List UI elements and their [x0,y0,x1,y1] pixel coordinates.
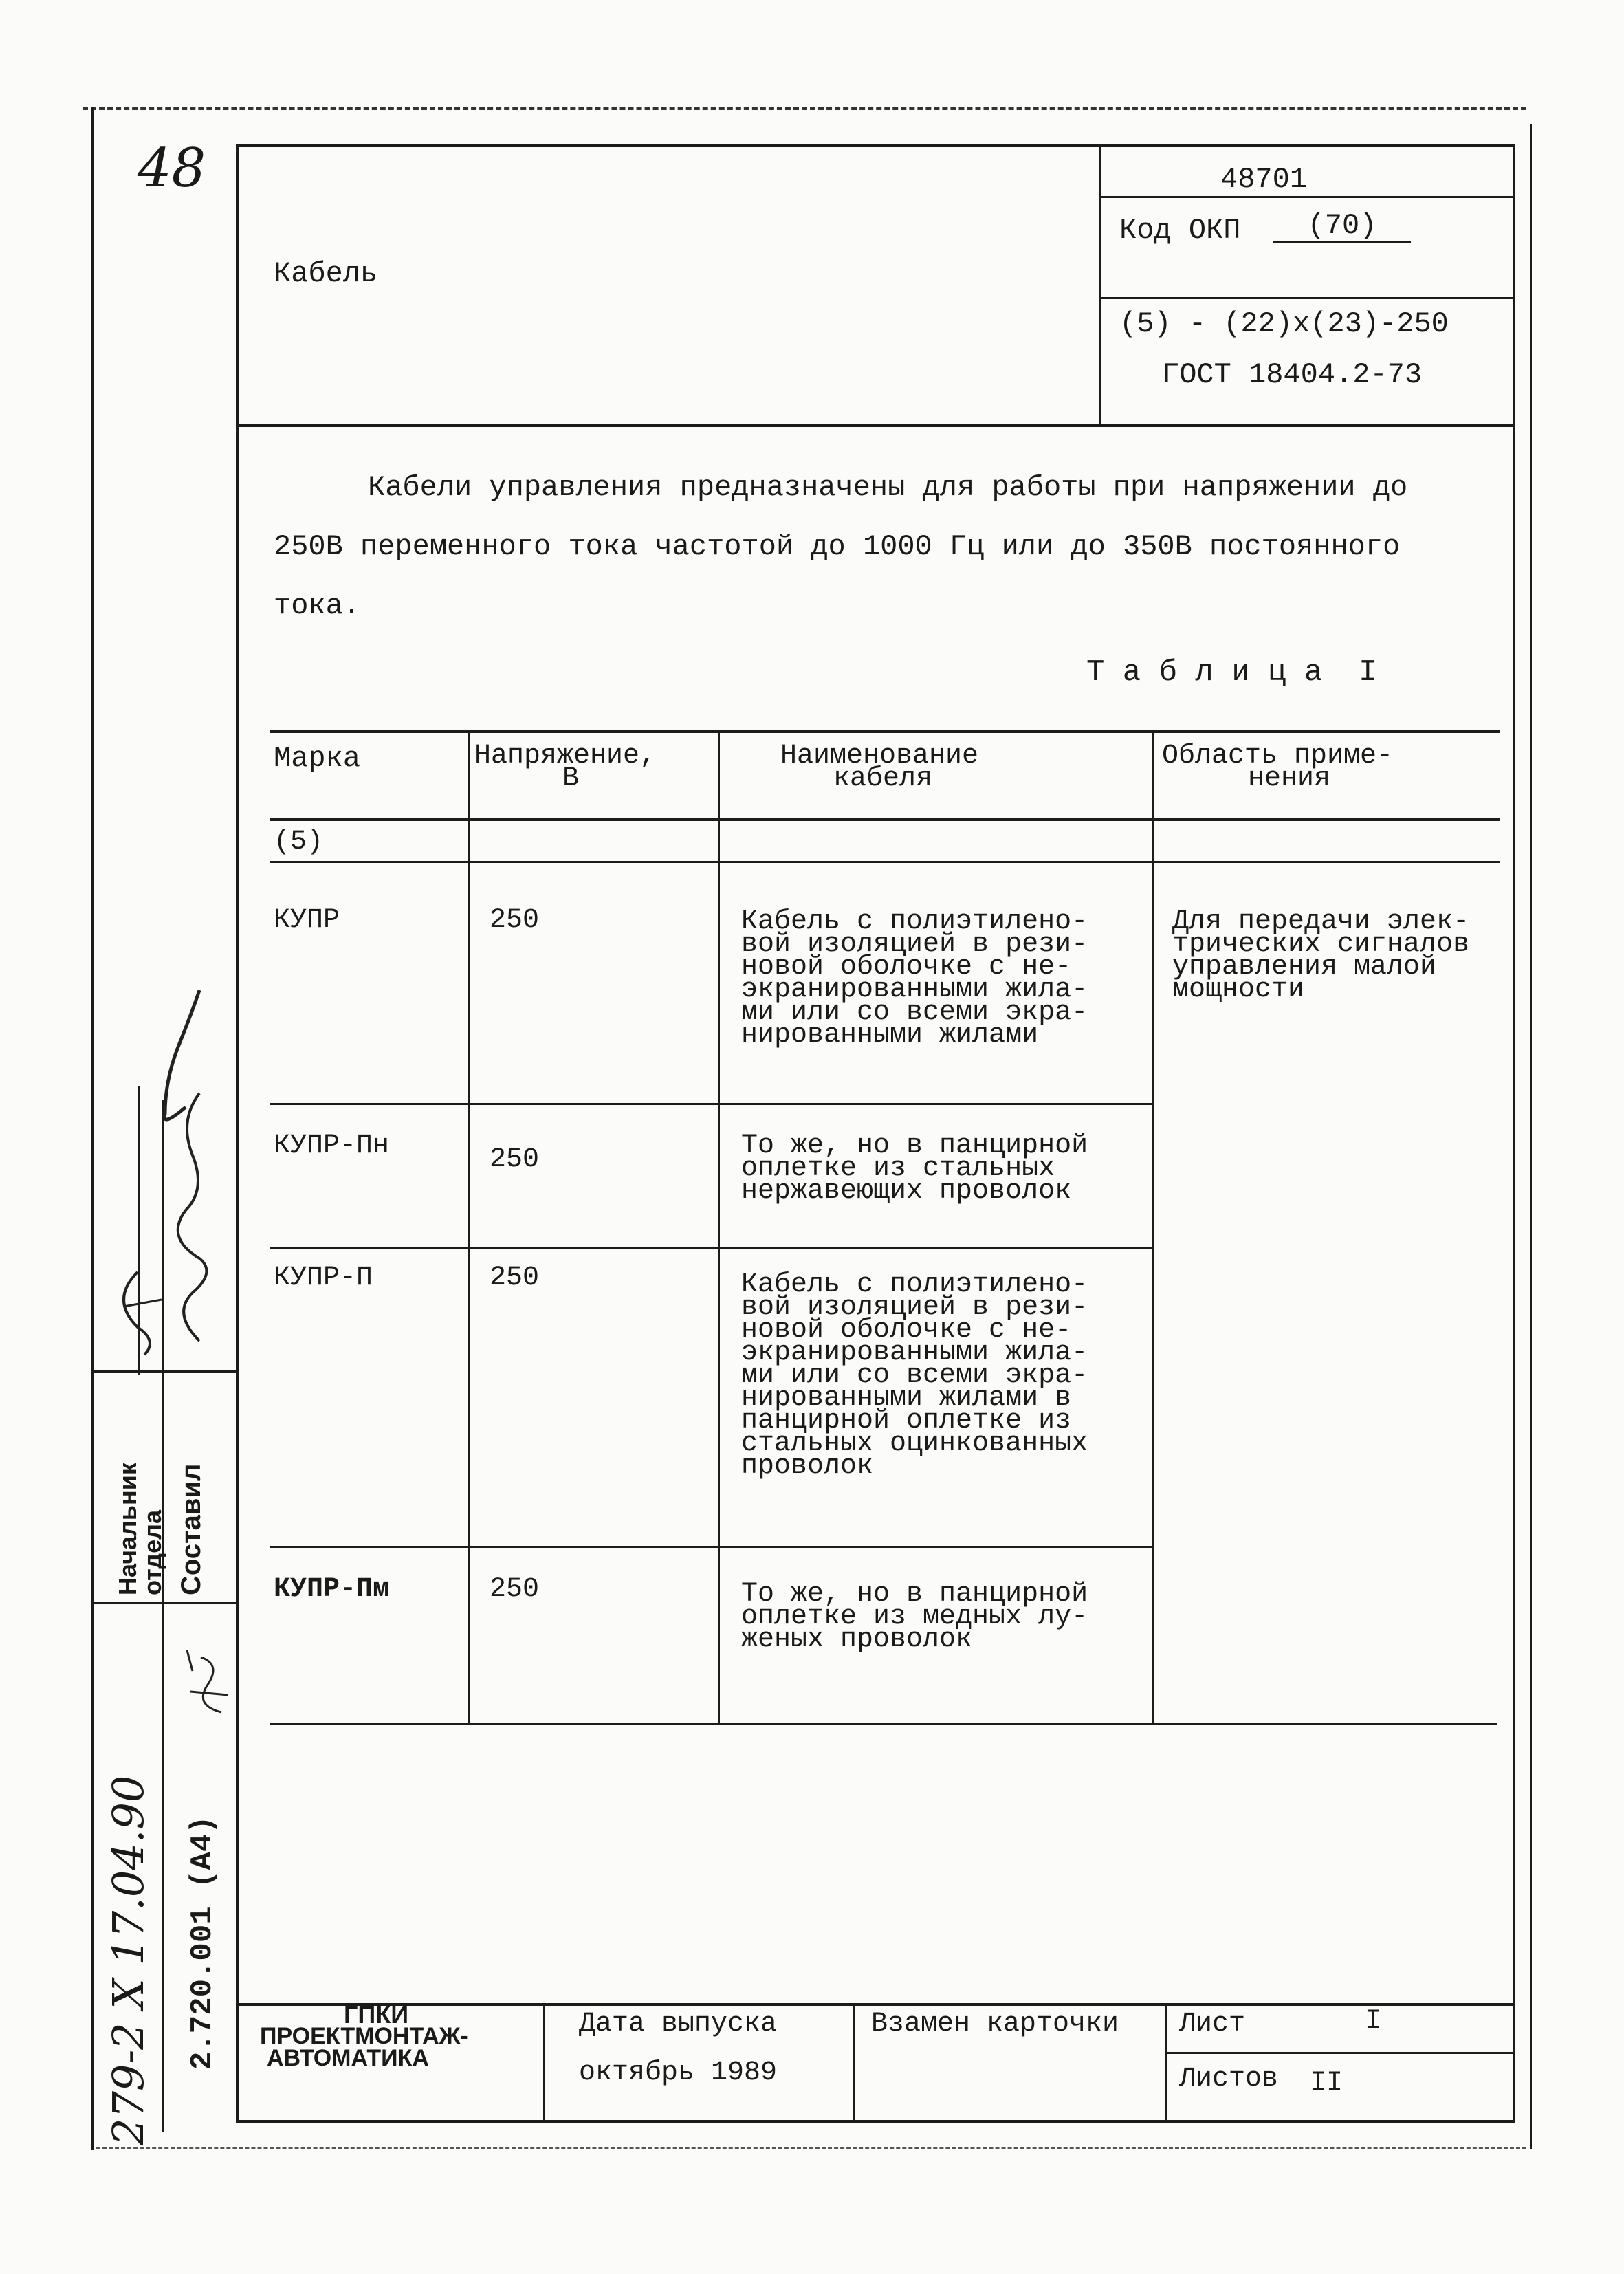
area-text [1172,906,1470,1005]
header-top-line [236,144,1515,147]
bottom-border [96,2147,1526,2149]
standard: ГОСТ 18404.2-73 [1162,358,1423,391]
row-1-name-line: нированными жилами [741,1020,1039,1051]
area-line: мощности [1172,974,1305,1005]
footer-bottom-line [236,2120,1515,2123]
table-top-line [270,730,1500,733]
row-1-voltage: 250 [490,905,540,936]
intro-line-2: 250В переменного тока частотой до 1000 Гц или до 350В постоянного [274,530,1401,563]
row-2-name-line: нержавеющих проволок [741,1176,1072,1207]
okp-label: Код ОКП [1119,214,1241,247]
header-name-1: Наименование [780,741,979,772]
signature-drawing [96,983,241,1368]
row-1-name [741,906,1088,1051]
sheet-label: Лист [1179,2009,1246,2040]
intro-line-3: тока. [274,589,361,622]
table-col-line-3 [1152,730,1154,1724]
small-signature-drawing [180,1643,235,1726]
area-line: трических сигналов [1172,929,1470,960]
table-col-line-2 [718,730,720,1724]
row-2-name-line: оплетке из стальных [741,1153,1055,1184]
row-1-name-line: экранированными жила- [741,974,1088,1005]
handwritten-page-number: 48 [138,138,206,199]
author-label: Составил [176,1463,206,1595]
row-line-3 [270,1546,1153,1548]
row-4-name-line: оплетке из медных лу- [741,1601,1088,1632]
row-3-name-line: вой изоляцией в рези- [741,1292,1088,1323]
row-1-name-line: вой изоляцией в рези- [741,929,1088,960]
footer-top-line [236,2003,1515,2006]
row-3-name [741,1269,1088,1482]
row-2-name-line: То же, но в панцирной [741,1130,1088,1161]
table-header-line [270,818,1500,821]
header-divider [1099,144,1101,426]
row-1-name-line: Кабель с полиэтилено- [741,906,1088,937]
row-3-name-line: ми или со всеми экра- [741,1360,1088,1391]
replaces-label: Взамен карточки [871,2009,1119,2040]
margin-line-h1 [94,1370,238,1373]
table-bottom-line [270,1723,1497,1725]
footer-col-3 [1165,2003,1167,2121]
org-line-3: АВТОМАТИКА [267,2045,429,2071]
row-3-mark: КУПР-П [274,1262,373,1293]
row-3-name-line: экранированными жила- [741,1337,1088,1368]
row-1-name-line: ми или со всеми экра- [741,997,1088,1028]
header-area-2: нения [1248,763,1331,794]
row-1-mark: КУПР [274,905,340,936]
org-line-2: ПРОЕКТМОНТАЖ- [260,2023,468,2049]
table-group-line [270,861,1500,863]
area-line: Для передачи элек- [1172,906,1470,937]
org-line-1: ГПКИ [344,2000,409,2029]
row-2-voltage: 250 [490,1144,540,1175]
row-3-name-line: Кабель с полиэтилено- [741,1269,1088,1300]
margin-line-h2 [94,1602,238,1604]
code-number: 48701 [1220,163,1308,196]
footer-col-1 [543,2003,545,2121]
header-mark: Марка [274,742,361,775]
header-code-line [1100,196,1514,198]
main-right-line [1513,144,1515,2122]
right-border [1530,124,1532,2149]
release-date-label: Дата выпуска [579,2009,778,2040]
row-4-name [741,1579,1088,1655]
row-2-name [741,1130,1088,1207]
row-4-name-line: женых проволок [741,1624,973,1655]
doc-code: 2.720.001 (А4) [186,1815,220,2070]
row-line-2 [270,1247,1153,1249]
product-title: Кабель [274,257,378,290]
header-voltage-2: В [562,763,580,794]
row-4-voltage: 250 [490,1574,540,1605]
handwritten-code: 279-2 Х 17.04.90 [103,1775,153,2145]
head-of-dept-label [113,1463,166,1595]
group-row: (5) [274,827,324,857]
row-2-mark: КУПР-Пн [274,1130,390,1161]
sheet-value: I [1365,2006,1382,2037]
row-3-name-line: новой оболочке с не- [741,1315,1072,1346]
row-4-name-line: То же, но в панцирной [741,1579,1088,1610]
row-3-name-line: проволок [741,1451,874,1482]
okp-value: (70) [1273,210,1411,243]
designation: (5) - (22)x(23)-250 [1119,307,1449,340]
intro-line-1: Кабели управления предназначены для работы при напряжении до [368,471,1408,504]
release-date-value: октябрь 1989 [579,2057,778,2088]
header-name-2: кабеля [833,763,933,794]
header-voltage-1: Напряжение, [474,741,657,772]
header-okp-line [1100,297,1514,299]
footer-col-2 [853,2003,855,2121]
footer-sheet-line [1165,2052,1515,2054]
row-1-name-line: новой оболочке с не- [741,952,1072,983]
head-label-line-2: отдела [138,1509,166,1595]
header-area-1: Область приме- [1162,741,1394,772]
table-col-line-1 [468,730,470,1724]
left-border [91,107,94,2150]
row-4-mark: КУПР-Пм [274,1574,390,1605]
row-3-name-line: нированными жилами в [741,1383,1072,1414]
table-caption: Т а б л и ц а I [1086,655,1377,690]
head-label-line-1: Начальник [113,1463,142,1595]
row-3-name-line: панцирной оплетке из [741,1406,1072,1436]
row-3-name-line: стальных оцинкованных [741,1428,1088,1459]
header-bottom-line [236,424,1515,427]
top-border [83,107,1526,110]
sheets-label: Листов [1179,2064,1279,2095]
row-3-voltage: 250 [490,1262,540,1293]
area-line: управления малой [1172,952,1437,983]
sheets-value: II [1310,2068,1343,2099]
row-line-1 [270,1103,1153,1105]
